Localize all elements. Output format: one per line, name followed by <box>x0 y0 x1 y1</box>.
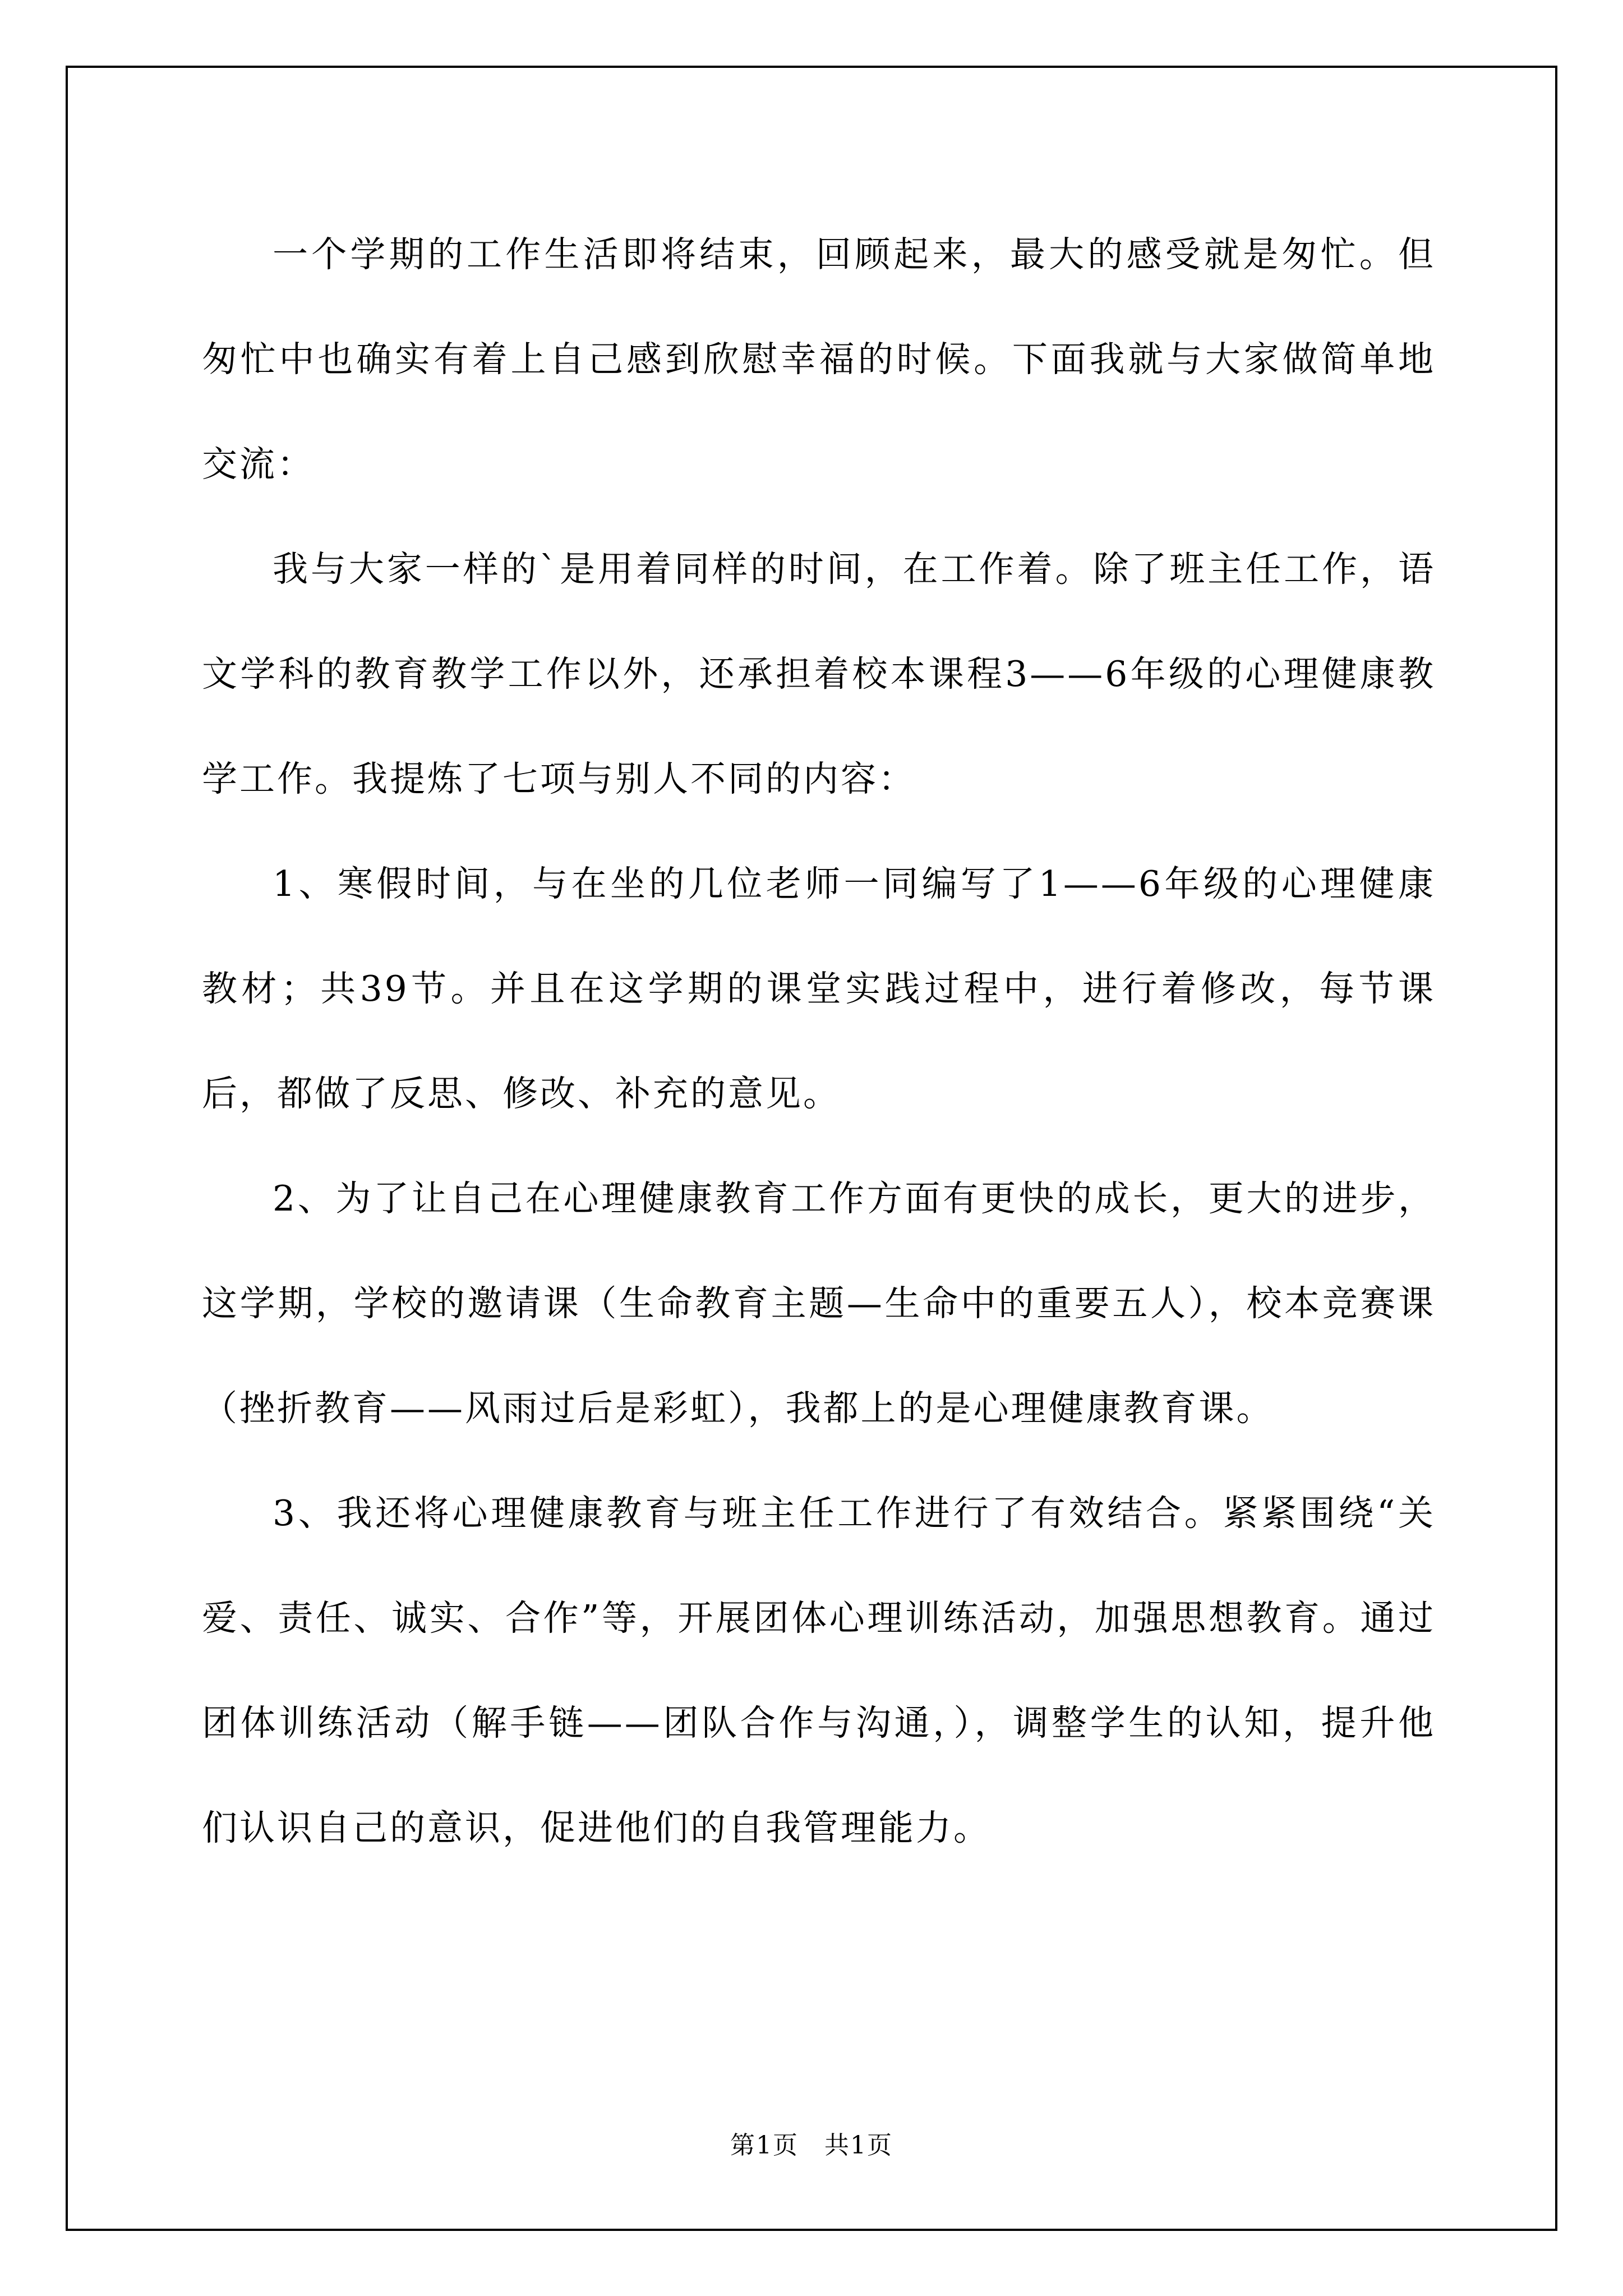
paragraph-item-2: 2、为了让自己在心理健康教育工作方面有更快的成长，更大的进步，这学期，学校的邀请课（生命教育主题—生命中的重要五人），校本竞赛课（挫折教育——风雨过后是彩虹），我都上的是心理健康教育课。 <box>202 1178 1436 1429</box>
paragraph-overview: 我与大家一样的`是用着同样的时间，在工作着。除了班主任工作，语文学科的教育教学工作以外，还承担着校本课程3——6年级的心理健康教学工作。我提炼了七项与别人不同的内容： <box>202 549 1436 799</box>
paragraph-intro: 一个学期的工作生活即将结束，回顾起来，最大的感受就是匆忙。但匆忙中也确实有着上自己感到欣慰幸福的时候。下面我就与大家做简单地交流： <box>202 234 1436 485</box>
paragraph-item-1: 1、寒假时间，与在坐的几位老师一同编写了1——6年级的心理健康教材；共39节。并且在这学期的课堂实践过程中，进行着修改，每节课后，都做了反思、修改、补充的意见。 <box>202 863 1436 1114</box>
document-body <box>202 202 1436 1880</box>
page-number: 第1页 共1页 <box>730 2131 893 2160</box>
paragraph-item-3: 3、我还将心理健康教育与班主任工作进行了有效结合。紧紧围绕“关爱、责任、诚实、合作”等，开展团体心理训练活动，加强思想教育。通过团体训练活动（解手链——团队合作与沟通，），调整学生的认知，提升他们认识自己的意识，促进他们的自我管理能力。 <box>202 1493 1436 1848</box>
